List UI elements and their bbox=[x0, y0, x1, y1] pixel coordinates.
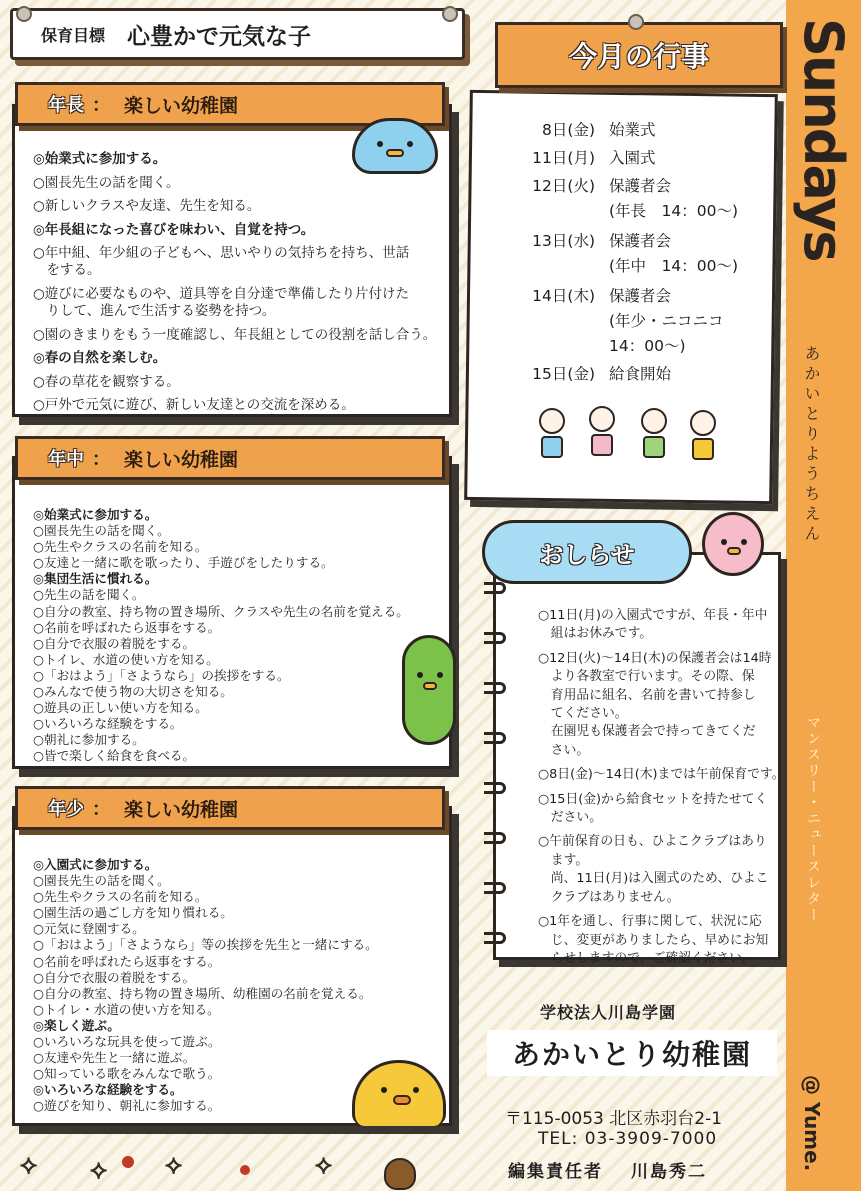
event-text: 14：00～) bbox=[609, 337, 686, 355]
bird-footprint-icon: ⟡ bbox=[165, 1150, 183, 1180]
notice-line: より各教室で行います。その際、保 bbox=[538, 669, 755, 685]
editor-name: 川島秀二 bbox=[631, 1162, 707, 1182]
line: ○トイレ、水道の使い方を知る。 bbox=[33, 651, 219, 667]
binder-ring-icon bbox=[484, 582, 506, 594]
event-text: 給食開始 bbox=[609, 365, 672, 383]
line: ○新しいクラスや友達、先生を知る。 bbox=[33, 198, 261, 215]
pink-bird-character-icon bbox=[702, 512, 764, 576]
section-title: 楽しい幼稚園 bbox=[124, 448, 239, 471]
line: ○春の草花を観察する。 bbox=[33, 373, 180, 390]
line: ○友達や先生と一緒に遊ぶ。 bbox=[33, 1050, 196, 1066]
berry-icon bbox=[122, 1156, 134, 1168]
penguin-character-icon bbox=[352, 118, 438, 174]
line: ○いろいろな玩具を使って遊ぶ。 bbox=[33, 1034, 221, 1050]
event-row bbox=[525, 174, 738, 224]
pin-icon bbox=[442, 6, 458, 22]
event-date: 11日(月) bbox=[532, 149, 595, 167]
binder-ring-icon bbox=[484, 732, 506, 744]
school-corporation: 学校法人川島学園 bbox=[540, 1003, 677, 1022]
line: ○園のきまりをもう一度確認し、年長組としての役割を話し合う。 bbox=[33, 326, 437, 343]
section-nensho-header bbox=[15, 786, 445, 830]
line: ○自分で衣服の着脱をする。 bbox=[33, 969, 196, 985]
pin-icon bbox=[628, 14, 644, 30]
event-text: 保護者会 bbox=[609, 287, 672, 305]
event-row bbox=[525, 118, 656, 143]
event-date: 15日(金) bbox=[532, 365, 595, 383]
notice-line: てください。 bbox=[538, 706, 628, 722]
notice-line: クラブはありません。 bbox=[538, 889, 680, 905]
notice-line: 組はお休みです。 bbox=[538, 626, 653, 642]
event-text: 保護者会 bbox=[609, 232, 672, 250]
line: ○名前を呼ばれたら返事をする。 bbox=[33, 953, 221, 969]
event-text: (年少・ニコニコ bbox=[609, 312, 724, 330]
event-text: (年中 14：00～) bbox=[609, 257, 739, 275]
line: ◎始業式に参加する。 bbox=[33, 151, 167, 167]
child-illustration-icon bbox=[686, 410, 720, 466]
cucumber-character-icon bbox=[402, 635, 456, 745]
notice-line: ○11日(月)の入園式ですが、年長・年中 bbox=[538, 608, 768, 623]
notice-line: 在園児も保護者会で持ってきてくだ bbox=[538, 724, 756, 740]
notice-line: 育用品に組名、名前を書いて持参し bbox=[538, 687, 756, 703]
bird-footprint-icon: ⟡ bbox=[20, 1150, 38, 1180]
line: ◎楽しく遊ぶ。 bbox=[33, 1017, 120, 1033]
notice-title: おしらせ bbox=[482, 520, 692, 584]
notice-line: ○8日(金)～14日(木)までは午前保育です。 bbox=[538, 767, 785, 783]
school-address: 〒115-0053 北区赤羽台2-1 bbox=[505, 1109, 723, 1129]
line: をする。 bbox=[33, 262, 101, 279]
event-row bbox=[525, 284, 724, 359]
section-colon: ： bbox=[92, 95, 110, 116]
notice-line: ○15日(金)から給食セットを持たせてく bbox=[538, 791, 768, 807]
event-row bbox=[525, 146, 656, 171]
notice-line: 尚、11日(月)は入園式のため、ひよこ bbox=[538, 871, 769, 887]
section-nenchu-header bbox=[15, 436, 445, 480]
line: ○「おはよう」「さようなら」の挨拶をする。 bbox=[33, 667, 290, 683]
section-nencho-lines bbox=[33, 151, 436, 421]
section-title: 楽しい幼稚園 bbox=[124, 798, 239, 821]
section-nenchu bbox=[12, 456, 452, 769]
section-title: 楽しい幼稚園 bbox=[124, 94, 239, 117]
line: ○皆で楽しく給食を食べる。 bbox=[33, 748, 196, 764]
notice-line: じ、変更がありましたら、早めにお知 bbox=[538, 932, 769, 948]
line: ○先生やクラスの名前を知る。 bbox=[33, 889, 208, 905]
line: ○自分の教室、持ち物の置き場所、幼稚園の名前を覚える。 bbox=[33, 985, 372, 1001]
line: ◎入園式に参加する。 bbox=[33, 857, 158, 872]
line: ○朝礼に参加する。 bbox=[33, 732, 145, 748]
section-colon: ： bbox=[92, 799, 110, 820]
line: ○みんなで使う物の大切さを知る。 bbox=[33, 684, 233, 700]
line: ○いろいろな経験をする。 bbox=[33, 716, 183, 732]
notice-lines bbox=[538, 607, 785, 968]
line: りして、進んで生活する姿勢を持つ。 bbox=[33, 302, 276, 319]
child-illustration-icon bbox=[535, 408, 569, 464]
brand-school-kana: あかいとりようちえん bbox=[802, 345, 821, 545]
child-illustration-icon bbox=[585, 406, 619, 462]
brand-credit: @ Yume. bbox=[800, 1075, 824, 1172]
section-grade: 年少 bbox=[48, 799, 84, 820]
notice-line: ○1年を通し、行事に関して、状況に応 bbox=[538, 914, 762, 930]
line: ○園長先生の話を聞く。 bbox=[33, 174, 180, 191]
line: ◎集団生活に慣れる。 bbox=[33, 571, 158, 587]
event-text: 保護者会 bbox=[609, 177, 672, 195]
binder-ring-icon bbox=[484, 932, 506, 944]
line: ○園長先生の話を聞く。 bbox=[33, 873, 170, 889]
event-text: 始業式 bbox=[609, 121, 656, 139]
line: ○年中組、年少組の子どもへ、思いやりの気持ちを持ち、世話 bbox=[33, 245, 410, 262]
line: ○知っている歌をみんなで歌う。 bbox=[33, 1066, 221, 1082]
line: ○園生活の過ごし方を知り慣れる。 bbox=[33, 905, 233, 921]
line: ◎始業式に参加する。 bbox=[33, 507, 158, 522]
line: ○「おはよう」「さようなら」等の挨拶を先生と一緒にする。 bbox=[33, 937, 378, 953]
event-text: 入園式 bbox=[609, 149, 656, 167]
binder-ring-icon bbox=[484, 682, 506, 694]
line: ◎年長組になった喜びを味わい、自覚を持つ。 bbox=[33, 221, 315, 238]
line: ○先生の話を聞く。 bbox=[33, 587, 145, 603]
child-illustration-icon bbox=[637, 408, 671, 464]
line: ○元気に登園する。 bbox=[33, 921, 145, 937]
events-title: 今月の行事 bbox=[495, 22, 783, 88]
binder-ring-icon bbox=[484, 782, 506, 794]
berry-icon bbox=[240, 1165, 250, 1175]
event-row bbox=[525, 229, 738, 279]
section-colon: ： bbox=[92, 449, 110, 470]
binder-ring-icon bbox=[484, 832, 506, 844]
line: ◎春の自然を楽しむ。 bbox=[33, 350, 167, 367]
section-nenchu-lines bbox=[33, 507, 409, 765]
section-grade: 年中 bbox=[48, 449, 84, 470]
notice-line: ださい。 bbox=[538, 810, 602, 826]
notice-line: ○午前保育の日も、ひよこクラブはあり bbox=[538, 834, 767, 850]
event-row bbox=[525, 362, 671, 387]
brand-newsletter: マンスリー・ニュースレター bbox=[805, 715, 821, 923]
brand-logo: Sundays bbox=[792, 18, 855, 261]
event-date: 8日(金) bbox=[542, 121, 595, 139]
line: ○トイレ・水道の使い方を知る。 bbox=[33, 1001, 220, 1017]
editor-label: 編集責任者 bbox=[508, 1162, 603, 1182]
line: ○名前を呼ばれたら返事をする。 bbox=[33, 619, 221, 635]
editor-credit bbox=[508, 1157, 707, 1182]
line: ○遊びに必要なものや、道具等を自分達で準備したり片付けた bbox=[33, 285, 410, 302]
section-grade: 年長 bbox=[48, 95, 84, 116]
line: ○戸外で元気に遊び、新しい友達との交流を深める。 bbox=[33, 397, 355, 414]
line: ○友達と一緒に歌を歌ったり、手遊びをしたりする。 bbox=[33, 555, 334, 571]
notice-line: らせしますので、ご確認ください。 bbox=[538, 950, 755, 966]
pin-icon bbox=[16, 6, 32, 22]
line: ◎いろいろな経験をする。 bbox=[33, 1082, 183, 1098]
bird-footprint-icon: ⟡ bbox=[90, 1155, 108, 1185]
binder-ring-icon bbox=[484, 882, 506, 894]
event-date: 14日(木) bbox=[532, 287, 595, 305]
school-phone: TEL: 03-3909-7000 bbox=[538, 1129, 718, 1149]
line: ○自分で衣服の着脱をする。 bbox=[33, 635, 196, 651]
goal-label: 保育目標 bbox=[41, 25, 106, 45]
line: ○先生やクラスの名前を知る。 bbox=[33, 539, 208, 555]
goal-banner bbox=[10, 8, 465, 60]
section-nensho-lines bbox=[33, 857, 378, 1115]
notice-line: さい。 bbox=[538, 742, 590, 758]
goal-text: 心豊かで元気な子 bbox=[127, 23, 312, 50]
event-date: 12日(火) bbox=[532, 177, 595, 195]
acorn-icon bbox=[384, 1158, 416, 1190]
school-name: あかいとり幼稚園 bbox=[487, 1030, 777, 1076]
notice-line: ます。 bbox=[538, 852, 589, 868]
notice-line: ○12日(火)～14日(木)の保護者会は14時 bbox=[538, 650, 772, 666]
line: ○遊びを知り、朝礼に参加する。 bbox=[33, 1098, 221, 1114]
line: ○園長先生の話を聞く。 bbox=[33, 523, 170, 539]
line: ○自分の教室、持ち物の置き場所、クラスや先生の名前を覚える。 bbox=[33, 603, 409, 619]
binder-ring-icon bbox=[484, 632, 506, 644]
bird-footprint-icon: ⟡ bbox=[315, 1150, 333, 1180]
line: ○遊具の正しい使い方を知る。 bbox=[33, 700, 208, 716]
event-text: (年長 14：00～) bbox=[609, 202, 739, 220]
event-date: 13日(水) bbox=[532, 232, 595, 250]
